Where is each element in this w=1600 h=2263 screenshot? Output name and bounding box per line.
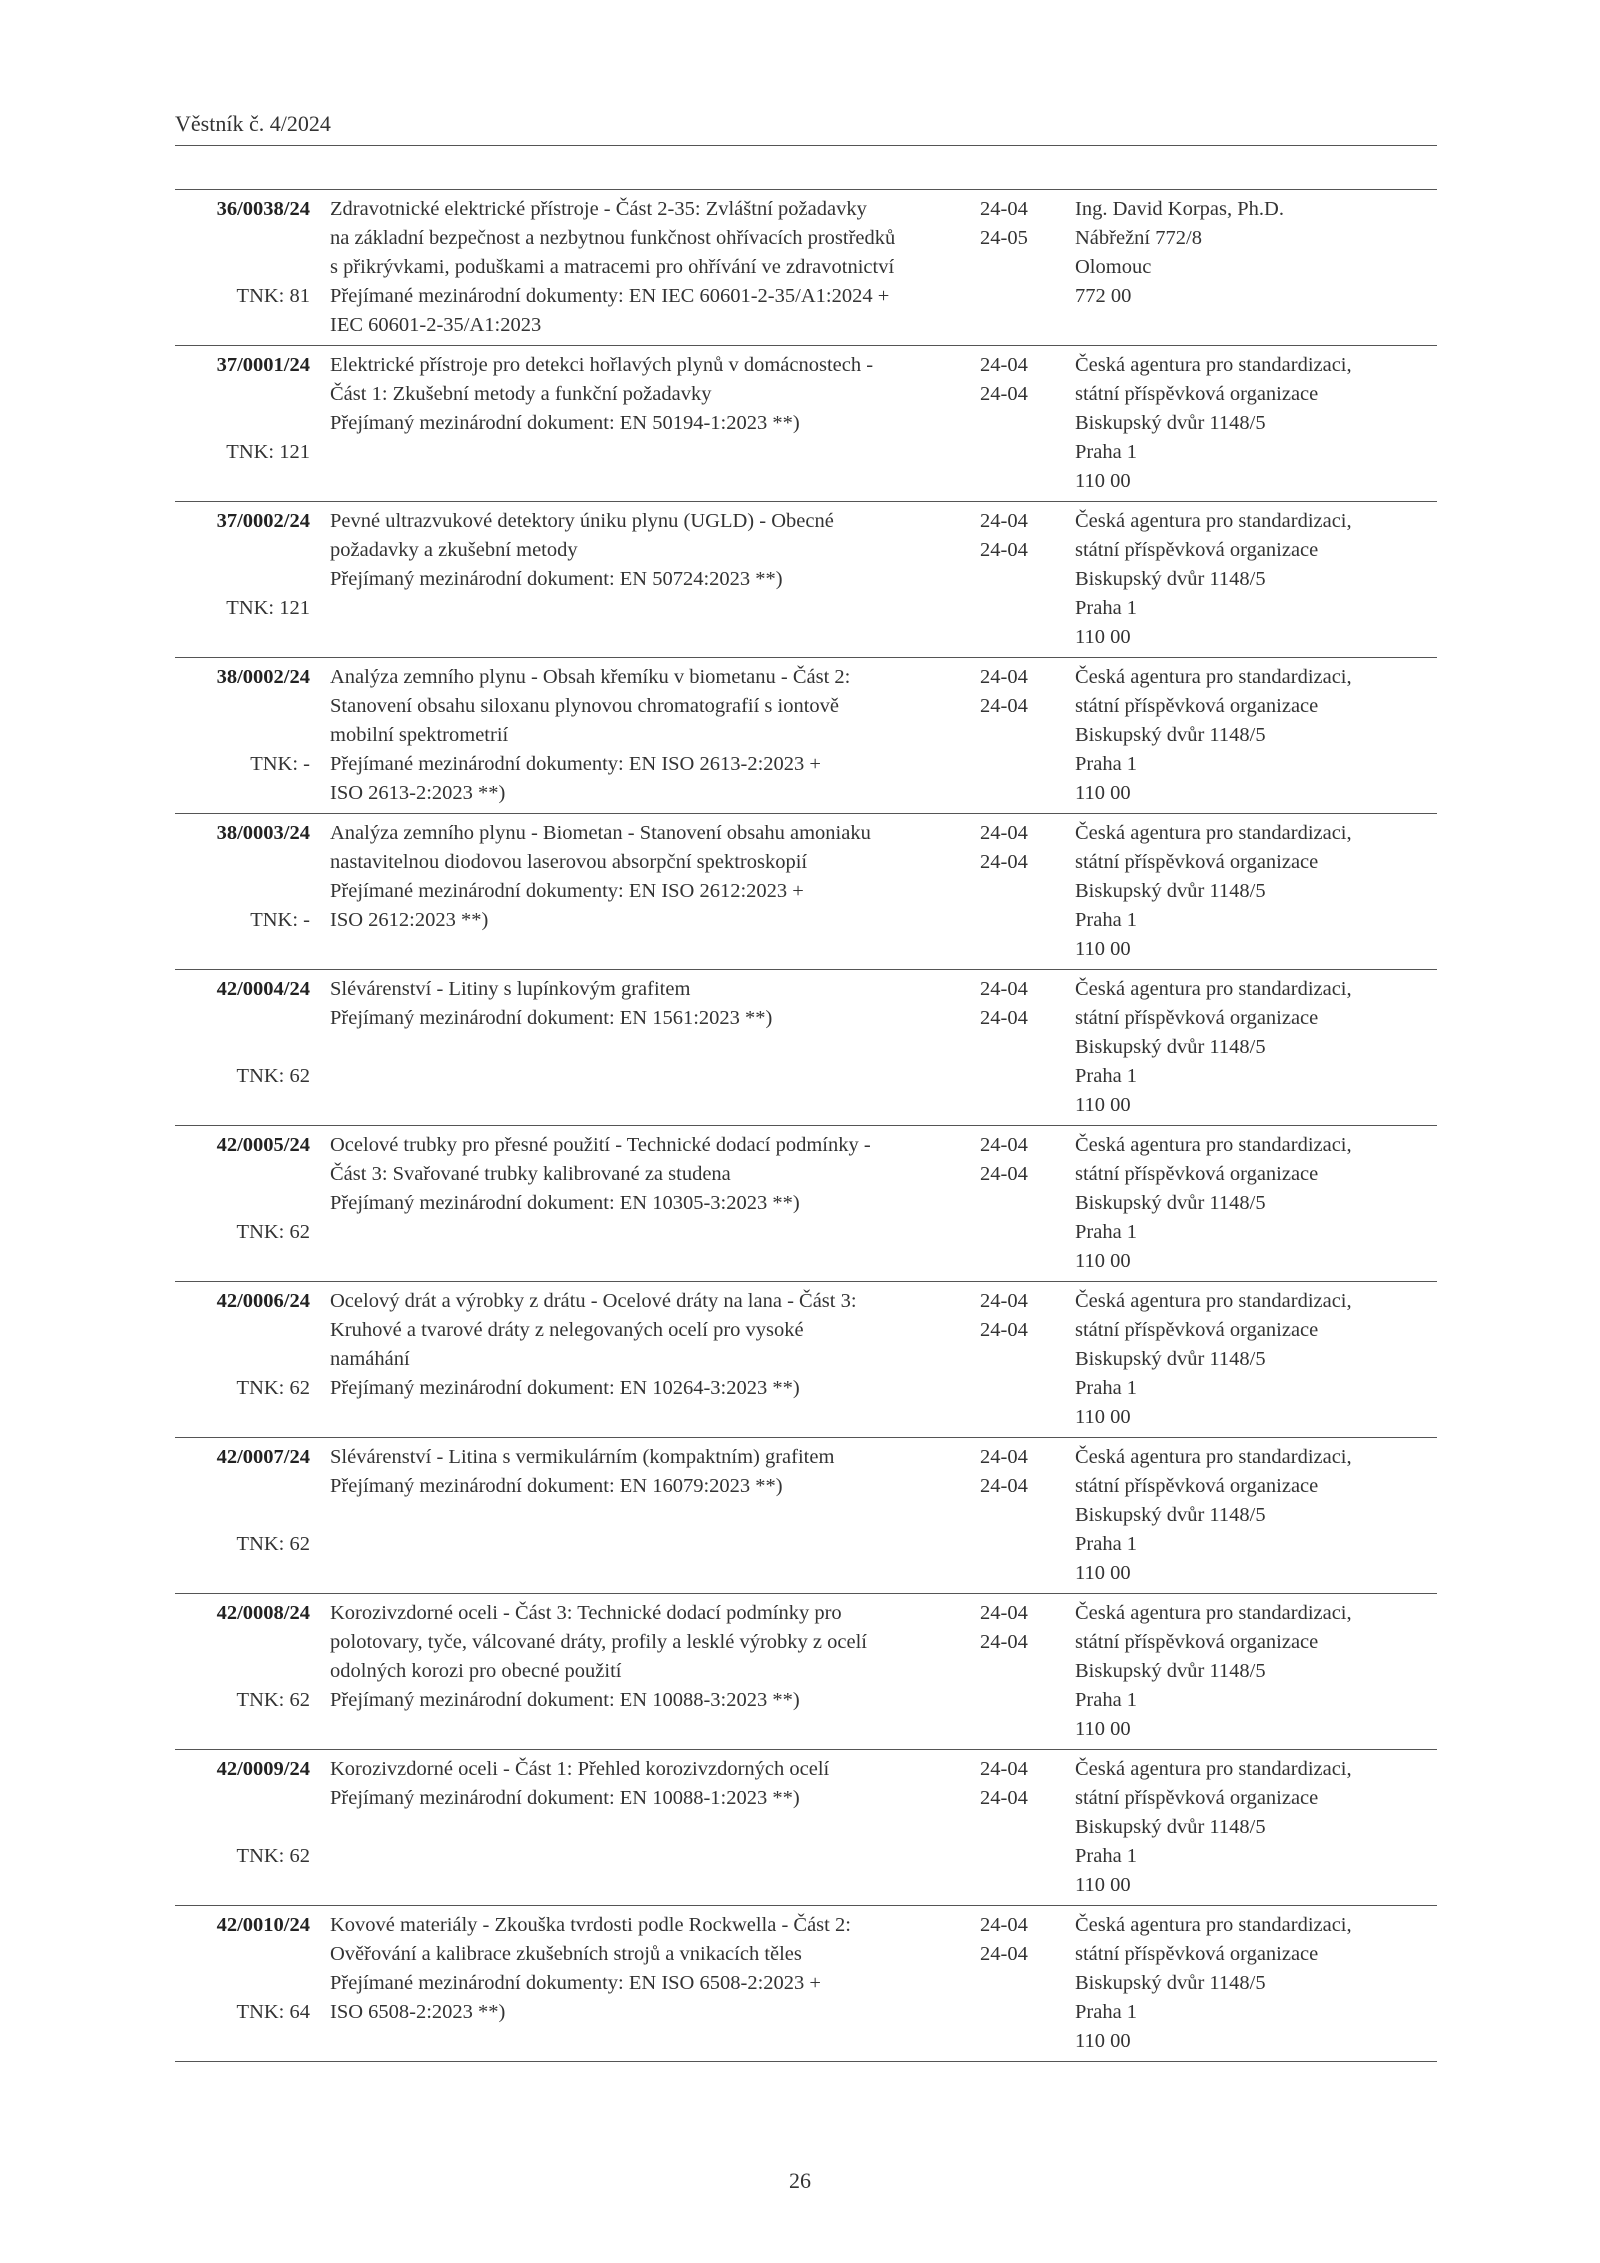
entry-address-line: 110 00	[1075, 1874, 1131, 1896]
entry-date-end: 24-04	[980, 695, 1028, 717]
entry-address-line: 110 00	[1075, 2030, 1131, 2052]
entry-address-cell	[1075, 1755, 1437, 1900]
entry-address-line: 110 00	[1075, 1250, 1131, 1272]
entry-tnk: TNK: 62	[236, 1221, 310, 1243]
entry-address-cell	[1075, 1599, 1437, 1744]
standards-table	[175, 189, 1437, 2062]
entry-title-line: mobilní spektrometrií	[330, 724, 509, 746]
entry-address-line: Praha 1	[1075, 1845, 1138, 1867]
entry-date-end: 24-04	[980, 383, 1028, 405]
entry-tnk: TNK: -	[250, 909, 310, 931]
entry-address-line: Praha 1	[1075, 1377, 1138, 1399]
entry-title-cell	[330, 1443, 962, 1588]
entry-title-line: Slévárenství - Litiny s lupínkovým grafitem	[330, 978, 691, 1000]
entry-dates-cell	[980, 1443, 1060, 1588]
entry-address-line: Česká agentura pro standardizaci,	[1075, 1134, 1352, 1156]
entry-title-line: ISO 2613-2:2023 **)	[330, 782, 506, 804]
entry-date-end: 24-04	[980, 1163, 1028, 1185]
entry-date-end: 24-04	[980, 1007, 1028, 1029]
entry-id-cell	[175, 1287, 310, 1432]
entry-address-line: Praha 1	[1075, 1689, 1138, 1711]
entry-id-cell	[175, 1599, 310, 1744]
entry-tnk: TNK: 64	[236, 2001, 310, 2023]
standard-entry	[175, 970, 1437, 1126]
entry-tnk: TNK: 121	[226, 597, 310, 619]
entry-id-cell	[175, 1443, 310, 1588]
entry-tnk: TNK: 62	[236, 1533, 310, 1555]
standard-entry	[175, 1594, 1437, 1750]
entry-address-cell	[1075, 1287, 1437, 1432]
standard-entry	[175, 1126, 1437, 1282]
entry-address-line: Olomouc	[1075, 256, 1152, 278]
entry-address-cell	[1075, 195, 1437, 340]
entry-date-end: 24-04	[980, 1943, 1028, 1965]
entry-number: 42/0010/24	[216, 1914, 310, 1936]
entry-address-line: Biskupský dvůr 1148/5	[1075, 1660, 1266, 1682]
entry-address-line: Česká agentura pro standardizaci,	[1075, 978, 1352, 1000]
entry-title-line: Přejímaný mezinárodní dokument: EN 50724:2023 **)	[330, 568, 783, 590]
entry-address-line: Nábřežní 772/8	[1075, 227, 1202, 249]
entry-address-line: Biskupský dvůr 1148/5	[1075, 724, 1266, 746]
entry-title-line: IEC 60601-2-35/A1:2023	[330, 314, 542, 336]
entry-title-line: Přejímaný mezinárodní dokument: EN 1561:2023 **)	[330, 1007, 773, 1029]
entry-date-start: 24-04	[980, 666, 1028, 688]
entry-title-line: Ověřování a kalibrace zkušebních strojů a vnikacích těles	[330, 1943, 802, 1965]
entry-address-line: Česká agentura pro standardizaci,	[1075, 354, 1352, 376]
entry-address-cell	[1075, 1131, 1437, 1276]
entry-date-start: 24-04	[980, 1134, 1028, 1156]
entry-dates-cell	[980, 1599, 1060, 1744]
entry-id-cell	[175, 1755, 310, 1900]
entry-date-start: 24-04	[980, 1914, 1028, 1936]
entry-dates-cell	[980, 663, 1060, 808]
entry-title-line: Analýza zemního plynu - Biometan - Stanovení obsahu amoniaku	[330, 822, 871, 844]
entry-title-line: Přejímané mezinárodní dokumenty: EN ISO 2612:2023 +	[330, 880, 804, 902]
entry-tnk: TNK: 121	[226, 441, 310, 463]
entry-address-line: státní příspěvková organizace	[1075, 1007, 1319, 1029]
entry-tnk: TNK: 62	[236, 1845, 310, 1867]
entry-address-line: Praha 1	[1075, 1533, 1138, 1555]
entry-id-cell	[175, 663, 310, 808]
entry-title-cell	[330, 195, 962, 340]
entry-title-cell	[330, 975, 962, 1120]
entry-address-cell	[1075, 1911, 1437, 2056]
entry-address-cell	[1075, 975, 1437, 1120]
entry-address-line: státní příspěvková organizace	[1075, 539, 1319, 561]
standard-entry	[175, 1438, 1437, 1594]
entry-address-line: Biskupský dvůr 1148/5	[1075, 1504, 1266, 1526]
entry-title-cell	[330, 1599, 962, 1744]
page-header	[175, 113, 1437, 146]
entry-address-line: Biskupský dvůr 1148/5	[1075, 1192, 1266, 1214]
entry-date-start: 24-04	[980, 1758, 1028, 1780]
entry-id-cell	[175, 819, 310, 964]
entry-title-line: s přikrývkami, poduškami a matracemi pro ohřívání ve zdravotnictví	[330, 256, 895, 278]
entry-title-line: Ocelový drát a výrobky z drátu - Ocelové dráty na lana - Část 3:	[330, 1290, 857, 1312]
entry-address-line: Praha 1	[1075, 1065, 1138, 1087]
entry-date-end: 24-04	[980, 539, 1028, 561]
entry-date-end: 24-04	[980, 851, 1028, 873]
entry-address-line: 110 00	[1075, 626, 1131, 648]
entry-address-line: Praha 1	[1075, 1221, 1138, 1243]
entry-date-start: 24-04	[980, 1290, 1028, 1312]
entry-date-end: 24-04	[980, 1475, 1028, 1497]
entry-dates-cell	[980, 351, 1060, 496]
bulletin-title: Věstník č. 4/2024	[175, 111, 331, 136]
entry-address-line: státní příspěvková organizace	[1075, 383, 1319, 405]
entry-title-line: Přejímané mezinárodní dokumenty: EN ISO 2613-2:2023 +	[330, 753, 821, 775]
entry-title-cell	[330, 663, 962, 808]
entry-title-line: Pevné ultrazvukové detektory úniku plynu (UGLD) - Obecné	[330, 510, 834, 532]
entry-id-cell	[175, 1131, 310, 1276]
entry-title-line: Přejímaný mezinárodní dokument: EN 10305-3:2023 **)	[330, 1192, 800, 1214]
entry-title-line: ISO 2612:2023 **)	[330, 909, 489, 931]
entry-title-cell	[330, 351, 962, 496]
entry-address-line: Praha 1	[1075, 753, 1138, 775]
entry-address-line: 772 00	[1075, 285, 1132, 307]
standard-entry	[175, 502, 1437, 658]
entry-address-line: Česká agentura pro standardizaci,	[1075, 1290, 1352, 1312]
entry-title-line: Přejímaný mezinárodní dokument: EN 16079:2023 **)	[330, 1475, 783, 1497]
entry-title-line: nastavitelnou diodovou laserovou absorpční spektroskopií	[330, 851, 808, 873]
entry-address-line: Biskupský dvůr 1148/5	[1075, 1816, 1266, 1838]
entry-number: 42/0009/24	[216, 1758, 310, 1780]
entry-title-line: Korozivzdorné oceli - Část 3: Technické dodací podmínky pro	[330, 1602, 842, 1624]
entry-address-line: státní příspěvková organizace	[1075, 851, 1319, 873]
standard-entry	[175, 1750, 1437, 1906]
entry-address-line: státní příspěvková organizace	[1075, 1943, 1319, 1965]
entry-title-cell	[330, 1755, 962, 1900]
entry-date-start: 24-04	[980, 198, 1028, 220]
entry-number: 42/0004/24	[216, 978, 310, 1000]
entry-tnk: TNK: -	[250, 753, 310, 775]
entry-address-line: Česká agentura pro standardizaci,	[1075, 1758, 1352, 1780]
entry-number: 37/0002/24	[216, 510, 310, 532]
entry-title-cell	[330, 507, 962, 652]
entry-title-line: Zdravotnické elektrické přístroje - Část 2-35: Zvláštní požadavky	[330, 198, 867, 220]
entry-title-line: Kruhové a tvarové dráty z nelegovaných ocelí pro vysoké	[330, 1319, 804, 1341]
entry-number: 42/0007/24	[216, 1446, 310, 1468]
entry-id-cell	[175, 507, 310, 652]
page-number: 26	[789, 2168, 811, 2193]
entry-dates-cell	[980, 975, 1060, 1120]
entry-title-line: požadavky a zkušební metody	[330, 539, 578, 561]
entry-address-line: 110 00	[1075, 1406, 1131, 1428]
entry-address-line: Česká agentura pro standardizaci,	[1075, 1446, 1352, 1468]
entry-address-line: státní příspěvková organizace	[1075, 1475, 1319, 1497]
entry-dates-cell	[980, 1755, 1060, 1900]
entry-address-line: Česká agentura pro standardizaci,	[1075, 822, 1352, 844]
entry-address-line: Česká agentura pro standardizaci,	[1075, 666, 1352, 688]
entry-address-line: Praha 1	[1075, 909, 1138, 931]
entry-address-line: Ing. David Korpas, Ph.D.	[1075, 198, 1284, 220]
entry-title-line: Přejímaný mezinárodní dokument: EN 10088-3:2023 **)	[330, 1689, 800, 1711]
entry-tnk: TNK: 62	[236, 1377, 310, 1399]
entry-dates-cell	[980, 507, 1060, 652]
entry-date-end: 24-05	[980, 227, 1028, 249]
entry-address-cell	[1075, 351, 1437, 496]
entry-title-line: Stanovení obsahu siloxanu plynovou chromatografií s iontově	[330, 695, 840, 717]
entry-address-line: Česká agentura pro standardizaci,	[1075, 510, 1352, 532]
entry-title-line: odolných korozi pro obecné použití	[330, 1660, 622, 1682]
entry-date-end: 24-04	[980, 1319, 1028, 1341]
standard-entry	[175, 346, 1437, 502]
entry-tnk: TNK: 81	[236, 285, 310, 307]
entry-address-line: Česká agentura pro standardizaci,	[1075, 1914, 1352, 1936]
entry-id-cell	[175, 1911, 310, 2056]
entry-title-line: Kovové materiály - Zkouška tvrdosti podle Rockwella - Část 2:	[330, 1914, 851, 1936]
entry-title-line: Přejímané mezinárodní dokumenty: EN ISO 6508-2:2023 +	[330, 1972, 821, 1994]
entry-title-line: ISO 6508-2:2023 **)	[330, 2001, 506, 2023]
entry-title-line: Korozivzdorné oceli - Část 1: Přehled korozivzdorných ocelí	[330, 1758, 830, 1780]
entry-id-cell	[175, 195, 310, 340]
entry-address-cell	[1075, 1443, 1437, 1588]
entry-address-line: státní příspěvková organizace	[1075, 1787, 1319, 1809]
entry-address-line: 110 00	[1075, 1562, 1131, 1584]
entry-number: 38/0002/24	[216, 666, 310, 688]
entry-address-line: 110 00	[1075, 938, 1131, 960]
entry-title-line: Přejímaný mezinárodní dokument: EN 10264-3:2023 **)	[330, 1377, 800, 1399]
entry-number: 38/0003/24	[216, 822, 310, 844]
entry-dates-cell	[980, 1911, 1060, 2056]
entry-address-line: 110 00	[1075, 470, 1131, 492]
entry-address-line: Biskupský dvůr 1148/5	[1075, 1036, 1266, 1058]
entry-dates-cell	[980, 195, 1060, 340]
entry-date-start: 24-04	[980, 510, 1028, 532]
entry-dates-cell	[980, 1131, 1060, 1276]
entry-title-line: Přejímaný mezinárodní dokument: EN 10088-1:2023 **)	[330, 1787, 800, 1809]
standard-entry	[175, 1282, 1437, 1438]
entry-number: 37/0001/24	[216, 354, 310, 376]
standard-entry	[175, 190, 1437, 346]
entry-title-cell	[330, 819, 962, 964]
entry-address-line: Biskupský dvůr 1148/5	[1075, 568, 1266, 590]
entry-date-start: 24-04	[980, 354, 1028, 376]
entry-address-line: státní příspěvková organizace	[1075, 1163, 1319, 1185]
entry-date-start: 24-04	[980, 1446, 1028, 1468]
entry-title-line: Přejímané mezinárodní dokumenty: EN IEC 60601-2-35/A1:2024 +	[330, 285, 890, 307]
entry-number: 42/0008/24	[216, 1602, 310, 1624]
entry-date-end: 24-04	[980, 1631, 1028, 1653]
entry-address-cell	[1075, 819, 1437, 964]
entry-number: 36/0038/24	[216, 198, 310, 220]
entry-dates-cell	[980, 1287, 1060, 1432]
entry-title-line: Část 1: Zkušební metody a funkční požadavky	[330, 383, 712, 405]
entry-title-cell	[330, 1287, 962, 1432]
entry-date-start: 24-04	[980, 1602, 1028, 1624]
entry-address-cell	[1075, 663, 1437, 808]
entry-title-line: Slévárenství - Litina s vermikulárním (kompaktním) grafitem	[330, 1446, 835, 1468]
entry-address-line: státní příspěvková organizace	[1075, 695, 1319, 717]
entry-tnk: TNK: 62	[236, 1065, 310, 1087]
entry-address-line: Praha 1	[1075, 597, 1138, 619]
standard-entry	[175, 658, 1437, 814]
entry-date-start: 24-04	[980, 822, 1028, 844]
entry-address-line: Praha 1	[1075, 441, 1138, 463]
entry-title-line: Analýza zemního plynu - Obsah křemíku v biometanu - Část 2:	[330, 666, 851, 688]
standard-entry	[175, 814, 1437, 970]
entry-address-line: Praha 1	[1075, 2001, 1138, 2023]
entry-date-end: 24-04	[980, 1787, 1028, 1809]
entry-address-line: 110 00	[1075, 1094, 1131, 1116]
entry-title-line: Část 3: Svařované trubky kalibrované za studena	[330, 1163, 731, 1185]
entry-title-cell	[330, 1131, 962, 1276]
entry-number: 42/0006/24	[216, 1290, 310, 1312]
entry-title-line: na základní bezpečnost a nezbytnou funkčnost ohřívacích prostředků	[330, 227, 896, 249]
standard-entry	[175, 1906, 1437, 2062]
entry-title-line: Elektrické přístroje pro detekci hořlavých plynů v domácnostech -	[330, 354, 874, 376]
entry-number: 42/0005/24	[216, 1134, 310, 1156]
entry-address-cell	[1075, 507, 1437, 652]
entry-address-line: státní příspěvková organizace	[1075, 1319, 1319, 1341]
entry-address-line: státní příspěvková organizace	[1075, 1631, 1319, 1653]
entry-address-line: 110 00	[1075, 782, 1131, 804]
entry-dates-cell	[980, 819, 1060, 964]
entry-address-line: Biskupský dvůr 1148/5	[1075, 1972, 1266, 1994]
entry-id-cell	[175, 351, 310, 496]
entry-date-start: 24-04	[980, 978, 1028, 1000]
entry-title-cell	[330, 1911, 962, 2056]
entry-id-cell	[175, 975, 310, 1120]
entry-title-line: namáhání	[330, 1348, 410, 1370]
entry-address-line: Biskupský dvůr 1148/5	[1075, 412, 1266, 434]
entry-address-line: Česká agentura pro standardizaci,	[1075, 1602, 1352, 1624]
entry-address-line: Biskupský dvůr 1148/5	[1075, 880, 1266, 902]
entry-address-line: 110 00	[1075, 1718, 1131, 1740]
entry-tnk: TNK: 62	[236, 1689, 310, 1711]
entry-title-line: Přejímaný mezinárodní dokument: EN 50194-1:2023 **)	[330, 412, 800, 434]
entry-title-line: polotovary, tyče, válcované dráty, profily a lesklé výrobky z ocelí	[330, 1631, 867, 1653]
entry-title-line: Ocelové trubky pro přesné použití - Technické dodací podmínky -	[330, 1134, 871, 1156]
entry-address-line: Biskupský dvůr 1148/5	[1075, 1348, 1266, 1370]
